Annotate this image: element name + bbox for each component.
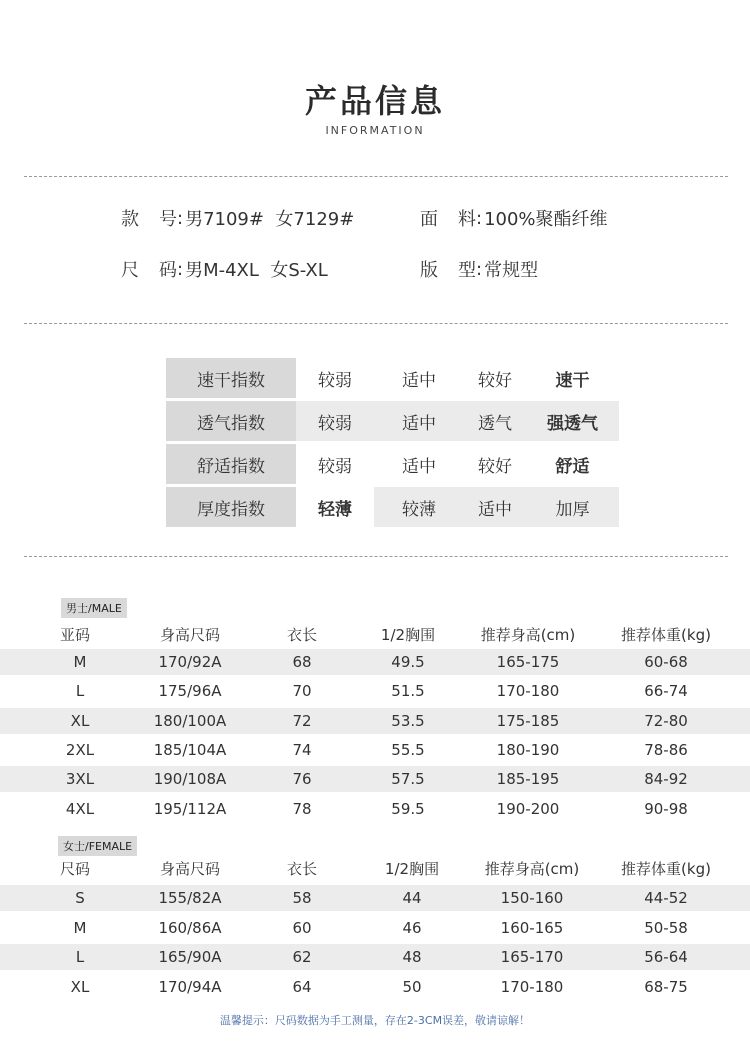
table-cell: 58 bbox=[292, 889, 312, 907]
table-cell: 76 bbox=[292, 770, 312, 789]
table-cell: 68 bbox=[292, 653, 312, 671]
table-cell: 190/108A bbox=[153, 770, 227, 789]
divider bbox=[24, 176, 728, 177]
index-cell-selected: 强透气 bbox=[547, 413, 598, 434]
column-header: 推荐身高(cm) bbox=[484, 860, 580, 878]
table-cell: 165/90A bbox=[158, 948, 222, 966]
page-title: 产品信息 bbox=[304, 82, 445, 120]
table-cell: 51.5 bbox=[391, 682, 425, 701]
table-cell: 50-58 bbox=[644, 918, 688, 937]
table-cell: 60-68 bbox=[644, 653, 688, 671]
table-cell: 170-180 bbox=[500, 977, 564, 996]
divider bbox=[24, 556, 728, 557]
index-row-comfort bbox=[166, 444, 619, 484]
fabric-label: 面 料 bbox=[420, 209, 476, 230]
table-cell: L bbox=[75, 682, 85, 701]
table-row bbox=[0, 737, 750, 763]
table-row bbox=[0, 796, 750, 822]
index-cell: 适中 bbox=[402, 456, 436, 477]
table-cell: 195/112A bbox=[153, 799, 227, 818]
table-cell: 78 bbox=[292, 799, 312, 818]
table-cell: 84-92 bbox=[644, 770, 688, 789]
table-row bbox=[0, 885, 750, 911]
table-cell: 150-160 bbox=[500, 889, 564, 907]
table-cell: 155/82A bbox=[158, 889, 222, 907]
table-row bbox=[0, 678, 750, 704]
table-cell: 160/86A bbox=[158, 918, 222, 937]
table-cell: 46 bbox=[402, 918, 422, 937]
table-cell: 165-170 bbox=[500, 948, 564, 966]
table-cell: 170/94A bbox=[158, 977, 222, 996]
table-cell: 180-190 bbox=[496, 740, 560, 759]
male-table-tag: 男士/MALE bbox=[61, 598, 127, 618]
index-cell-selected: 速干 bbox=[555, 370, 590, 391]
size-range-label: 尺 码 bbox=[121, 260, 177, 281]
female-table-header bbox=[0, 858, 750, 884]
table-cell: 165-175 bbox=[496, 653, 560, 671]
table-cell: 70 bbox=[292, 682, 312, 701]
index-cell-selected: 轻薄 bbox=[296, 487, 374, 527]
table-row bbox=[0, 944, 750, 970]
table-cell: M bbox=[73, 653, 87, 671]
table-cell: 53.5 bbox=[391, 711, 425, 730]
table-cell: 190-200 bbox=[496, 799, 560, 818]
index-cell: 较弱 bbox=[318, 413, 352, 434]
index-cell: 适中 bbox=[402, 413, 436, 434]
column-header: 推荐体重(kg) bbox=[621, 626, 711, 644]
index-row-label: 速干指数 bbox=[166, 358, 296, 398]
table-cell: 4XL bbox=[65, 799, 95, 818]
table-cell: XL bbox=[70, 977, 90, 996]
table-row bbox=[0, 974, 750, 1000]
table-cell: 2XL bbox=[65, 740, 95, 759]
table-cell: 175-185 bbox=[496, 711, 560, 730]
column-header: 1/2胸围 bbox=[384, 860, 440, 878]
table-cell: 64 bbox=[292, 977, 312, 996]
index-cell: 较好 bbox=[478, 370, 512, 391]
column-header: 推荐身高(cm) bbox=[480, 626, 576, 644]
table-row bbox=[0, 708, 750, 734]
table-cell: 59.5 bbox=[391, 799, 425, 818]
table-cell: 160-165 bbox=[500, 918, 564, 937]
page-subtitle: INFORMATION bbox=[325, 124, 425, 137]
table-row bbox=[0, 915, 750, 941]
divider bbox=[24, 323, 728, 324]
table-cell: 170/92A bbox=[158, 653, 222, 671]
column-header: 身高尺码 bbox=[159, 626, 220, 644]
column-header: 尺码 bbox=[60, 860, 91, 878]
index-cell: 较薄 bbox=[402, 499, 436, 520]
male-table-header bbox=[0, 624, 750, 650]
table-cell: 185-195 bbox=[496, 770, 560, 789]
size-range-row: 尺 码 : 男M-4XL 女S-XL bbox=[121, 256, 328, 282]
table-cell: 72 bbox=[292, 711, 312, 730]
table-row bbox=[0, 649, 750, 675]
index-row-thickness bbox=[166, 487, 619, 527]
column-header: 衣长 bbox=[286, 860, 317, 878]
table-row bbox=[0, 766, 750, 792]
table-cell: 60 bbox=[292, 918, 312, 937]
fabric-row: 面 料 : 100%聚酯纤维 bbox=[420, 205, 608, 231]
style-number-value: 男7109# 女7129# bbox=[185, 209, 355, 230]
fabric-value: 100%聚酯纤维 bbox=[484, 209, 608, 230]
table-cell: 90-98 bbox=[644, 799, 688, 818]
table-cell: 170-180 bbox=[496, 682, 560, 701]
table-cell: 180/100A bbox=[153, 711, 227, 730]
style-number-row: 款 号 : 男7109# 女7129# bbox=[121, 205, 354, 231]
index-row-quick-dry bbox=[166, 358, 619, 398]
index-cell: 加厚 bbox=[555, 499, 590, 520]
index-cell: 较弱 bbox=[318, 456, 352, 477]
table-cell: 55.5 bbox=[391, 740, 425, 759]
column-header: 1/2胸围 bbox=[380, 626, 436, 644]
column-header: 身高尺码 bbox=[159, 860, 220, 878]
table-cell: 74 bbox=[292, 740, 312, 759]
table-cell: 185/104A bbox=[153, 740, 227, 759]
column-header: 推荐体重(kg) bbox=[621, 860, 711, 878]
table-cell: 62 bbox=[292, 948, 312, 966]
table-cell: 44 bbox=[402, 889, 422, 907]
index-cell: 较好 bbox=[478, 456, 512, 477]
table-cell: S bbox=[75, 889, 85, 907]
index-row-label: 厚度指数 bbox=[166, 487, 296, 527]
index-cell: 适中 bbox=[402, 370, 436, 391]
index-cell: 适中 bbox=[478, 499, 512, 520]
table-cell: 72-80 bbox=[644, 711, 688, 730]
column-header: 亚码 bbox=[60, 626, 91, 644]
table-cell: 49.5 bbox=[391, 653, 425, 671]
table-cell: 3XL bbox=[65, 770, 95, 789]
column-header: 衣长 bbox=[286, 626, 317, 644]
index-cell-selected: 舒适 bbox=[555, 456, 590, 477]
table-cell: 68-75 bbox=[644, 977, 688, 996]
style-number-label: 款 号 bbox=[121, 209, 177, 230]
table-cell: 50 bbox=[402, 977, 422, 996]
table-cell: 44-52 bbox=[644, 889, 688, 907]
index-row-breathability bbox=[166, 401, 619, 441]
fit-row: 版 型 : 常规型 bbox=[420, 256, 538, 282]
table-cell: M bbox=[73, 918, 87, 937]
table-cell: 56-64 bbox=[644, 948, 688, 966]
footnote: 温馨提示：尺码数据为手工测量，存在2-3CM误差，敬请谅解！ bbox=[219, 1014, 531, 1027]
table-cell: 57.5 bbox=[391, 770, 425, 789]
table-cell: L bbox=[75, 948, 85, 966]
index-row-label: 舒适指数 bbox=[166, 444, 296, 484]
table-cell: 48 bbox=[402, 948, 422, 966]
table-cell: XL bbox=[70, 711, 90, 730]
table-cell: 66-74 bbox=[644, 682, 688, 701]
index-row-label: 透气指数 bbox=[166, 401, 296, 441]
fit-value: 常规型 bbox=[484, 260, 539, 281]
size-range-value: 男M-4XL 女S-XL bbox=[185, 260, 328, 281]
index-cell: 透气 bbox=[478, 413, 512, 434]
table-cell: 175/96A bbox=[158, 682, 222, 701]
table-cell: 78-86 bbox=[644, 740, 688, 759]
fit-label: 版 型 bbox=[420, 260, 476, 281]
female-table-tag: 女士/FEMALE bbox=[58, 836, 137, 856]
index-cell: 较弱 bbox=[318, 370, 352, 391]
